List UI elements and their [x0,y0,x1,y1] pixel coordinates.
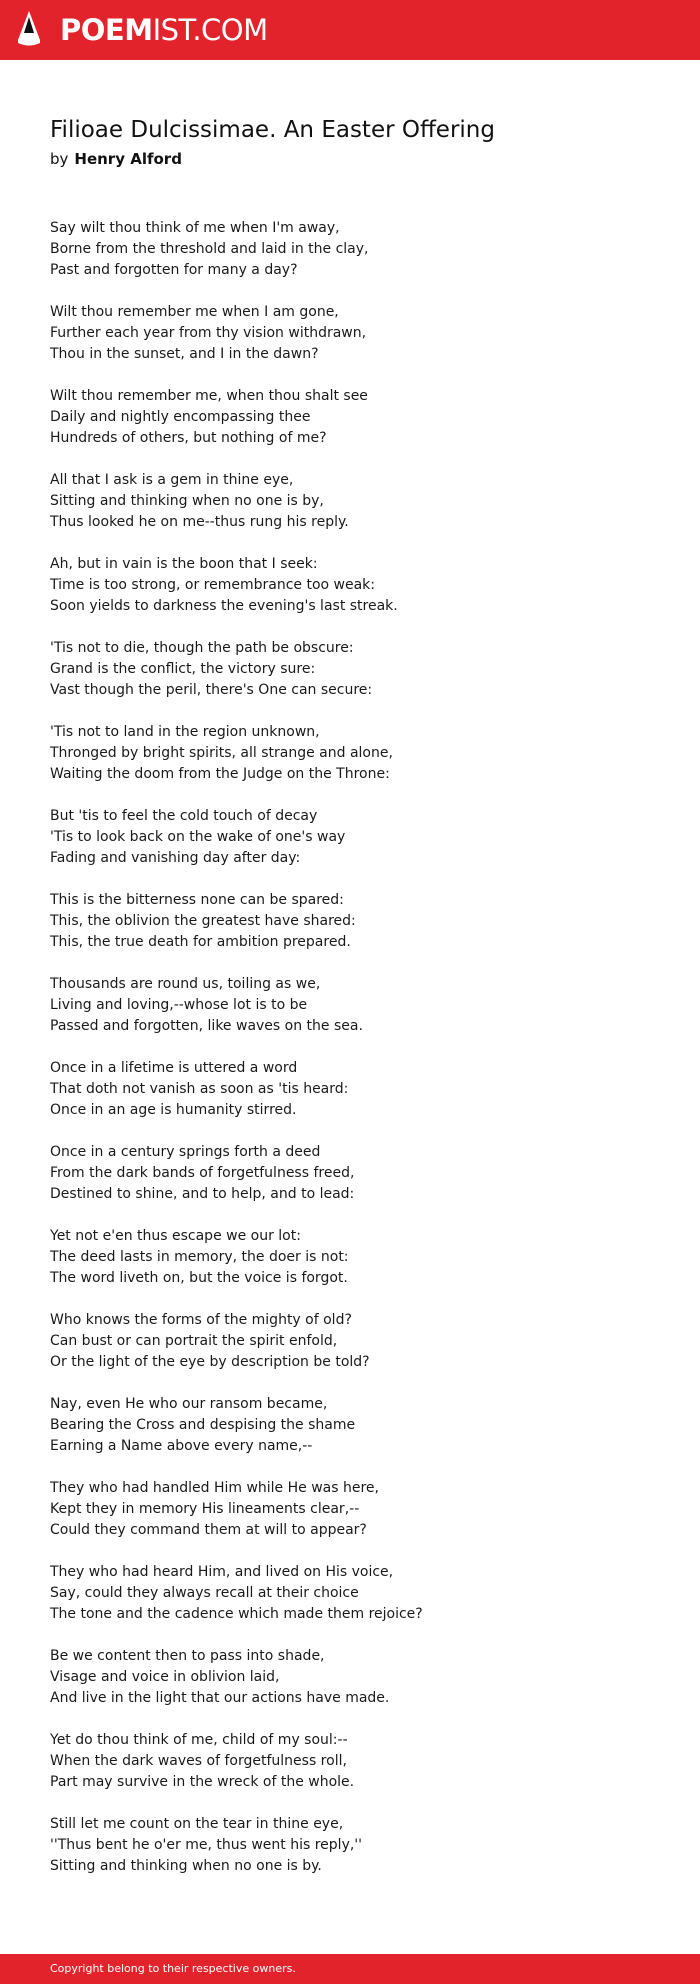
poem-line: Could they command them at will to appear? [50,1522,367,1538]
poem-line: Sitting and thinking when no one is by, [50,493,324,509]
poem-body [50,218,650,1898]
poem-line: Borne from the threshold and laid in the clay, [50,241,369,257]
poem-line: Be we content then to pass into shade, [50,1648,325,1664]
poem-line: Thronged by bright spirits, all strange and alone, [50,745,393,761]
site-footer [0,1954,700,1984]
poem-line: 'Tis not to die, though the path be obscure: [50,640,354,656]
poem-line: The word liveth on, but the voice is forgot. [50,1270,348,1286]
poem-stanza [50,722,650,785]
poem-line: Wilt thou remember me when I am gone, [50,304,339,320]
poem-line: Sitting and thinking when no one is by. [50,1858,322,1874]
poem-line: Time is too strong, or remembrance too weak: [50,577,375,593]
poem-line: The deed lasts in memory, the doer is not: [50,1249,349,1265]
poem-stanza [50,302,650,365]
poem-line: From the dark bands of forgetfulness freed, [50,1165,355,1181]
poem-line: Once in a lifetime is uttered a word [50,1060,298,1076]
copyright-notice: Copyright belong to their respective owners. [50,1962,296,1975]
poem-stanza [50,1142,650,1205]
poem-line: Ah, but in vain is the boon that I seek: [50,556,318,572]
poem-line: Thus looked he on me--thus rung his reply. [50,514,349,530]
poem-line: Or the light of the eye by description be told? [50,1354,370,1370]
pencil-tip-icon [16,10,42,50]
poem-line: 'Tis to look back on the wake of one's way [50,829,346,845]
poem-line: They who had heard Him, and lived on His voice, [50,1564,394,1580]
by-label: by [50,150,69,168]
poem-line: Say, could they always recall at their choice [50,1585,359,1601]
logo-wordmark [60,10,268,50]
poem-line: Living and loving,--whose lot is to be [50,997,308,1013]
poem-stanza [50,1394,650,1457]
poem-line: The tone and the cadence which made them rejoice? [50,1606,423,1622]
poem-stanza [50,218,650,281]
poem-stanza [50,1058,650,1121]
poem-line: Bearing the Cross and despising the shame [50,1417,356,1433]
poem-line: They who had handled Him while He was here, [50,1480,379,1496]
poem-line: All that I ask is a gem in thine eye, [50,472,294,488]
poem-line: Daily and nightly encompassing thee [50,409,311,425]
poem-byline [50,148,182,170]
poem-line: Further each year from thy vision withdrawn, [50,325,367,341]
poem-line: Destined to shine, and to help, and to lead: [50,1186,355,1202]
poem-line: ''Thus bent he o'er me, thus went his reply,'' [50,1837,363,1853]
poem-line: Earning a Name above every name,-- [50,1438,313,1454]
poem-stanza [50,470,650,533]
poem-line: Thousands are round us, toiling as we, [50,976,321,992]
poem-line: Kept they in memory His lineaments clear,-- [50,1501,360,1517]
site-header [0,0,700,60]
poem-stanza [50,1310,650,1373]
poem-line: Fading and vanishing day after day: [50,850,301,866]
poem-line: Past and forgotten for many a day? [50,262,298,278]
poem-line: Passed and forgotten, like waves on the sea. [50,1018,363,1034]
poem-line: Yet do thou think of me, child of my soul:-- [50,1732,348,1748]
poem-line: Wilt thou remember me, when thou shalt see [50,388,368,404]
poem-line: Yet not e'en thus escape we our lot: [50,1228,301,1244]
poem-stanza [50,638,650,701]
poem-line: Waiting the doom from the Judge on the Throne: [50,766,390,782]
poem-line: Visage and voice in oblivion laid, [50,1669,280,1685]
poem-line: When the dark waves of forgetfulness roll, [50,1753,347,1769]
poem-line: And live in the light that our actions have made. [50,1690,390,1706]
poem-stanza [50,1562,650,1625]
author-link[interactable]: Henry Alford [74,150,182,168]
poem-stanza [50,890,650,953]
poem-line: Part may survive in the wreck of the whole. [50,1774,355,1790]
poem-stanza [50,1730,650,1793]
logo-wordmark-bold: POEM [60,13,153,47]
poem-stanza [50,806,650,869]
poem-stanza [50,1814,650,1877]
poem-line: This, the oblivion the greatest have shared: [50,913,356,929]
poem-line: Grand is the conflict, the victory sure: [50,661,316,677]
poem-line: Once in a century springs forth a deed [50,1144,321,1160]
poem-stanza [50,1646,650,1709]
poem-line: Say wilt thou think of me when I'm away, [50,220,340,236]
poem-line: Thou in the sunset, and I in the dawn? [50,346,319,362]
poem-line: Hundreds of others, but nothing of me? [50,430,327,446]
poem-line: Once in an age is humanity stirred. [50,1102,297,1118]
poem-line: This is the bitterness none can be spared: [50,892,344,908]
poem-stanza [50,1478,650,1541]
poem-line: This, the true death for ambition prepared. [50,934,351,950]
poem-title: Filioae Dulcissimae. An Easter Offering [50,117,495,143]
poem-line: Can bust or can portrait the spirit enfold, [50,1333,338,1349]
poem-line: Who knows the forms of the mighty of old? [50,1312,352,1328]
logo-wordmark-light: IST.COM [152,13,268,47]
site-logo[interactable] [16,10,268,50]
poem-line: That doth not vanish as soon as 'tis heard: [50,1081,349,1097]
poem-stanza [50,1226,650,1289]
poem-line: But 'tis to feel the cold touch of decay [50,808,318,824]
poem-stanza [50,386,650,449]
poem-stanza [50,554,650,617]
poem-line: Nay, even He who our ransom became, [50,1396,328,1412]
poem-line: 'Tis not to land in the region unknown, [50,724,320,740]
poem-stanza [50,974,650,1037]
poem-line: Still let me count on the tear in thine eye, [50,1816,344,1832]
poem-line: Soon yields to darkness the evening's last streak. [50,598,398,614]
poem-line: Vast though the peril, there's One can secure: [50,682,373,698]
